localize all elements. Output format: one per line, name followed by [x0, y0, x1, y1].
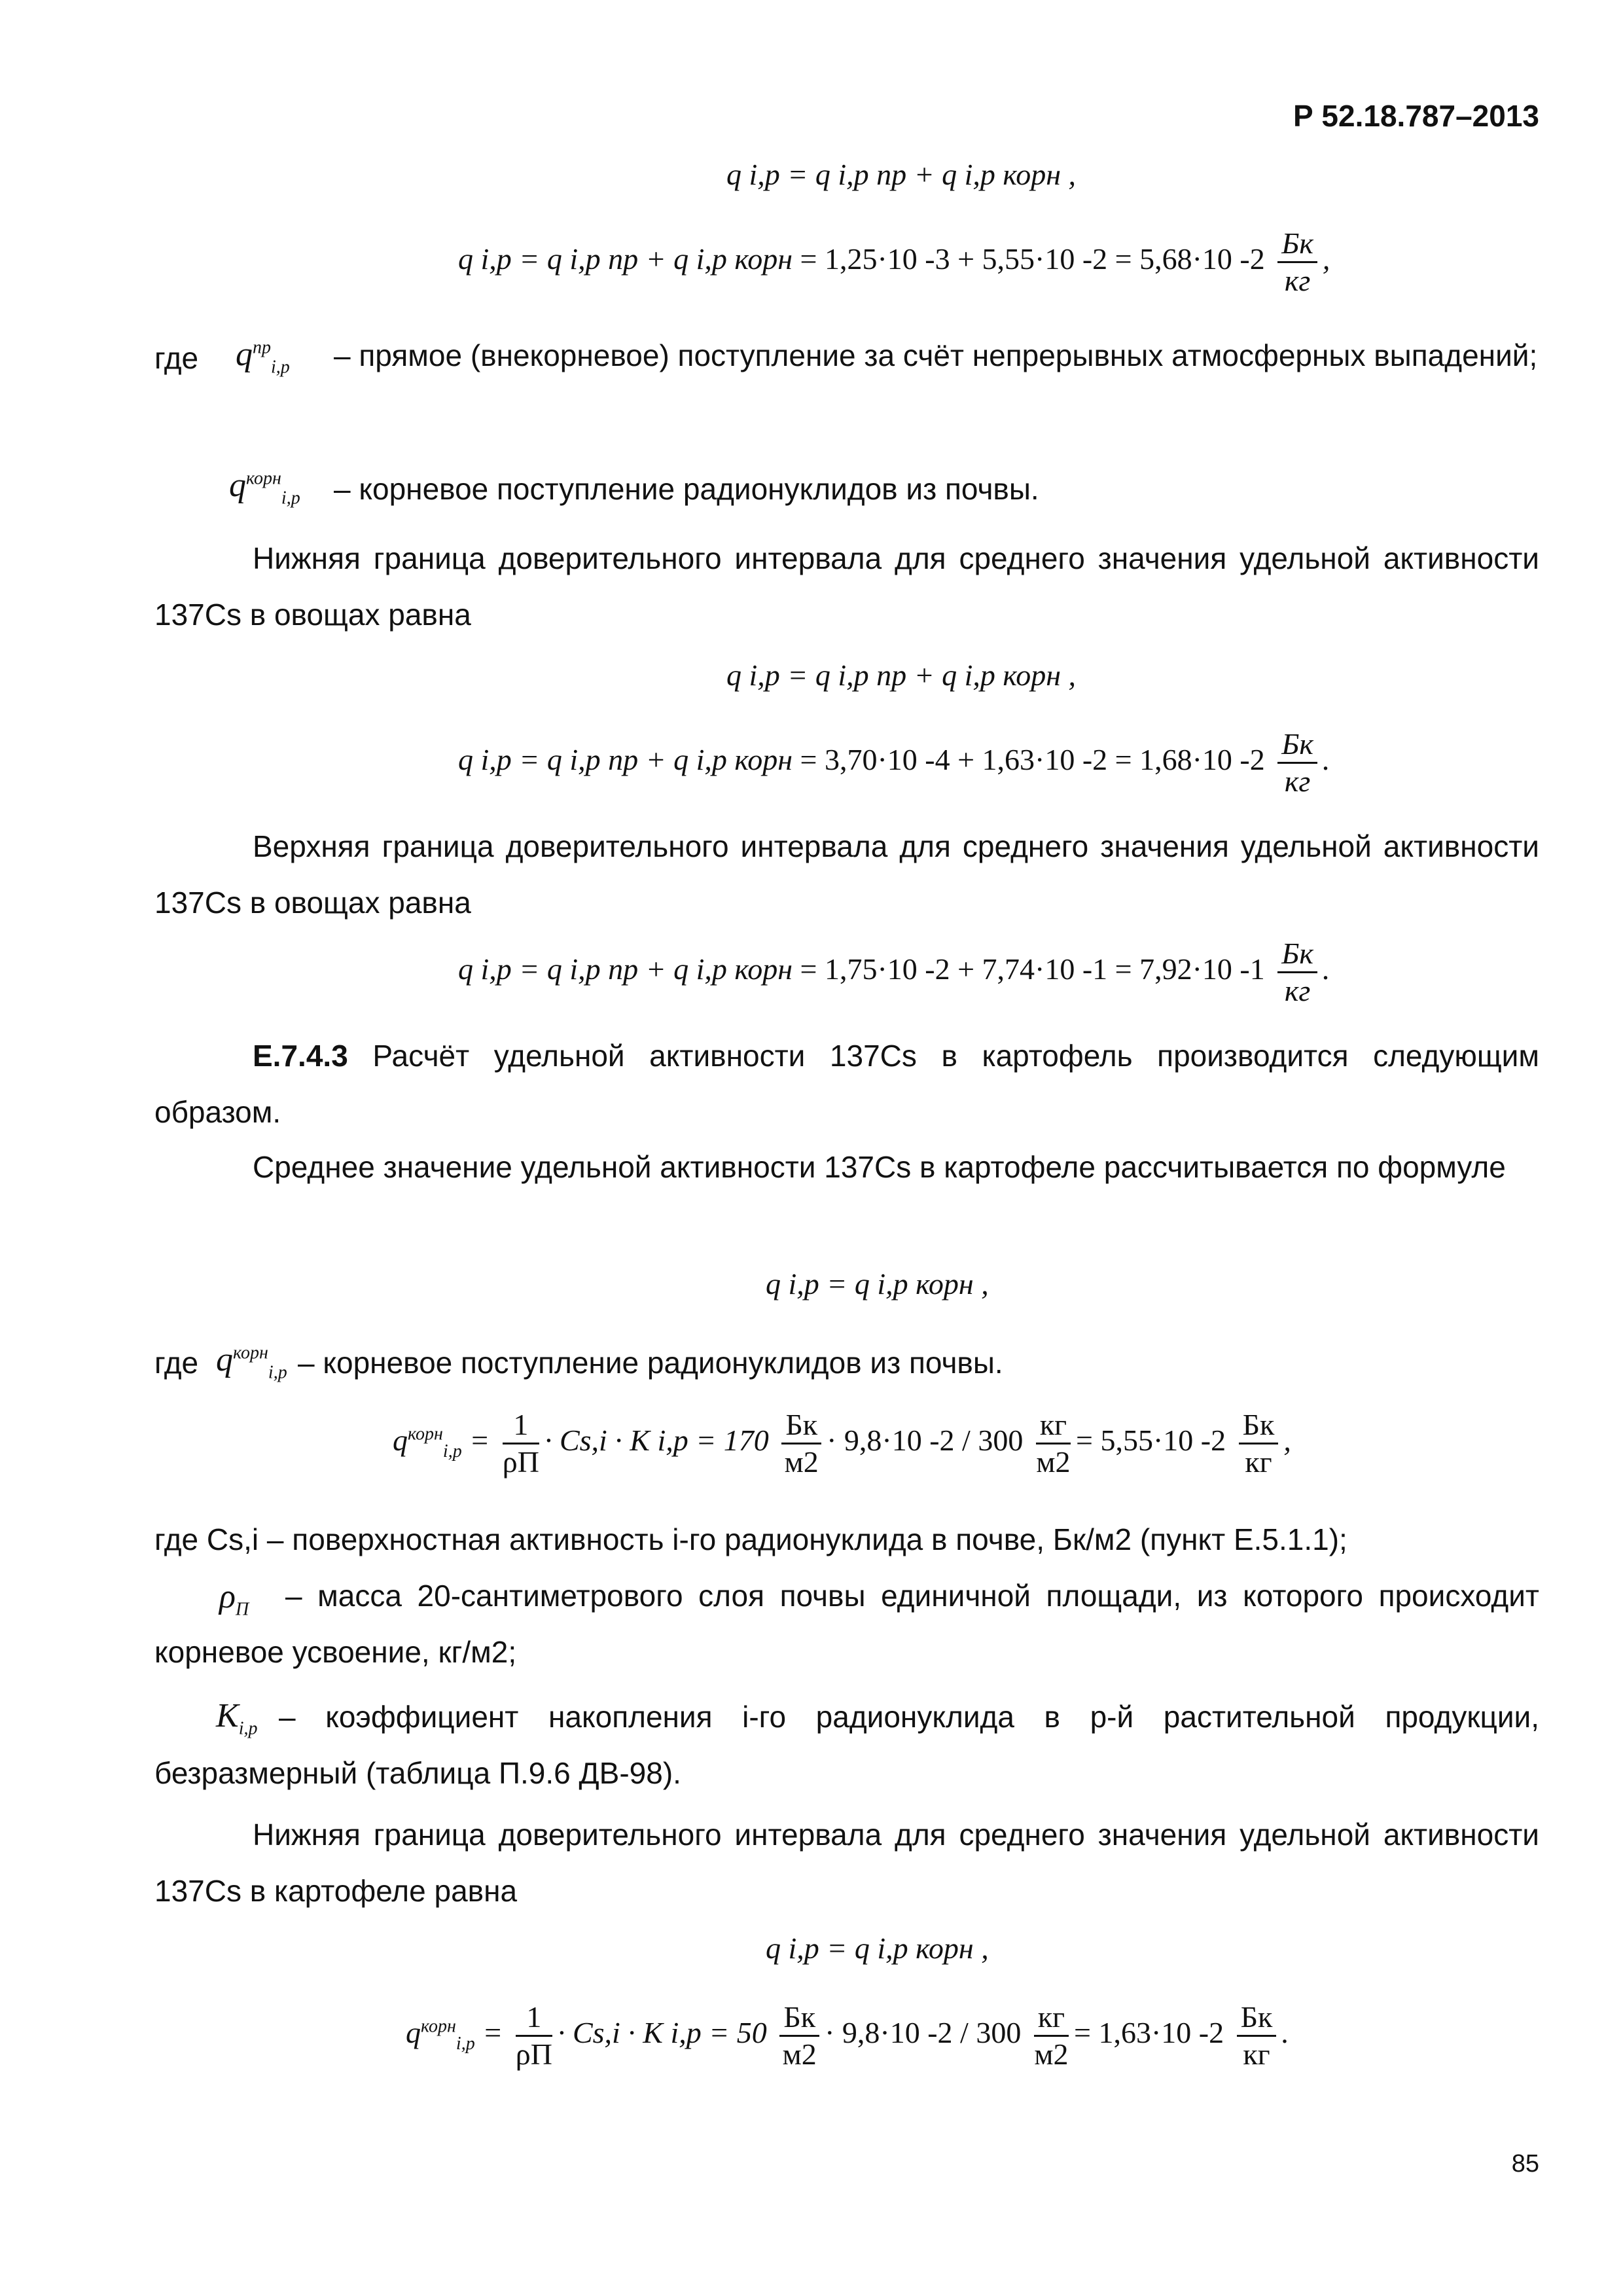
section-e743 [154, 1028, 1539, 1140]
formula-9 [406, 2000, 1289, 2072]
formula-4-unit [1277, 726, 1317, 799]
formula-8: q i,p = q i,p корн , [766, 1931, 989, 1965]
document-code: Р 52.18.787–2013 [1293, 99, 1539, 133]
formula-9-u3-num: Бк [1237, 2000, 1277, 2037]
paragraph-rho: – масса 20-сантиметрового слоя почвы единичной площади, из которого происходит корневое усвоение, кг/м2; [154, 1579, 1539, 1669]
formula-7 [393, 1407, 1291, 1480]
formula-7-u3-num: Бк [1239, 1407, 1279, 1444]
formula-7-mid2: · 9,8·10 -2 / 300 [827, 1424, 1024, 1458]
formula-9-end: . [1281, 2016, 1289, 2050]
formula-7-lhs: $q^{корн}_{i,p}$ = [393, 1424, 490, 1462]
formula-9-res: = 1,63·10 -2 [1074, 2016, 1224, 2050]
formula-6: q i,p = q i,p корн , [766, 1267, 989, 1300]
paragraph-cs: где Cs,i – поверхностная активность i-го радионуклида в почве, Бк/м2 (пункт Е.5.1.1); [154, 1522, 1347, 1556]
page-number: 85 [1511, 2150, 1539, 2178]
section-text: Расчёт удельной активности 137Cs в картофель производится следующим образом. [154, 1039, 1540, 1129]
formula-2-lhs: q i,p = q i,p пр + q i,p корн [458, 242, 793, 276]
formula-9-mid: · Cs,i · K i,p = 50 [557, 2016, 767, 2050]
formula-9-u3-den: кг [1243, 2037, 1270, 2071]
formula-5-unit [1277, 936, 1317, 1009]
formula-1: q i,p = q i,p пр + q i,p корн , [726, 158, 1077, 191]
where-label-2: где [154, 1346, 199, 1380]
formula-9-u2-num: кг [1034, 2000, 1069, 2037]
formula-9-frac-den: ρП [515, 2037, 552, 2071]
formula-5-lhs: q i,p = q i,p пр + q i,p корн [458, 952, 793, 986]
formula-3: q i,p = q i,p пр + q i,p корн , [726, 658, 1077, 692]
formula-9-unit-2 [1034, 2000, 1069, 2072]
formula-5-end: . [1322, 952, 1330, 986]
formula-9-unit-3 [1237, 2000, 1277, 2072]
formula-9-u1-den: м2 [782, 2037, 817, 2071]
formula-7-unit-3 [1239, 1407, 1279, 1480]
paragraph-k: – коэффициент накопления i-го радионуклида в p-й растительной продукции, безразмерный (таблица П.9.6 ДВ-98). [154, 1700, 1539, 1790]
formula-9-u2-den: м2 [1034, 2037, 1069, 2071]
formula-7-unit-1 [781, 1407, 821, 1480]
formula-7-frac [503, 1407, 539, 1480]
symbol-q-korn-2: $q^{корн}_{i,p}$ [216, 1341, 287, 1383]
section-number: Е.7.4.3 [253, 1039, 348, 1073]
formula-7-end: , [1283, 1424, 1291, 1458]
formula-5-unit-den: кг [1284, 974, 1311, 1007]
formula-2 [458, 226, 1330, 298]
symbol-q-korn: $q^{корн}_{i,p}$ [229, 467, 300, 509]
formula-5 [458, 936, 1330, 1009]
formula-9-mid2: · 9,8·10 -2 / 300 [825, 2016, 1022, 2050]
where-label-1: где [154, 341, 199, 375]
symbol-q-pr: $q^{пр}_{i,p}$ [236, 336, 290, 378]
formula-4-lhs: q i,p = q i,p пр + q i,p корн [458, 743, 793, 777]
formula-4-unit-den: кг [1284, 764, 1311, 798]
formula-7-u2-den: м2 [1036, 1445, 1071, 1479]
paragraph-root-1: – корневое поступление радионуклидов из почвы. [334, 472, 1039, 506]
formula-7-u1-num: Бк [781, 1407, 821, 1444]
formula-9-frac [516, 2000, 552, 2072]
formula-2-unit-num: Бк [1277, 226, 1317, 263]
symbol-k: $K_{i,p}$ [216, 1697, 258, 1739]
paragraph-where-1: – прямое (внекорневое) поступление за счёт непрерывных атмосферных выпадений; [334, 338, 1538, 372]
formula-5-calc: = 1,75·10 -2 + 7,74·10 -1 = 7,92·10 -1 [800, 952, 1265, 986]
formula-2-unit-den: кг [1284, 264, 1311, 297]
formula-9-lhs: $q^{корн}_{i,p}$ = [406, 2016, 503, 2054]
formula-7-unit-2 [1036, 1407, 1071, 1480]
paragraph-mean-potato: Среднее значение удельной активности 137Cs в картофеле рассчитывается по формуле [253, 1150, 1506, 1184]
formula-9-u1-num: Бк [779, 2000, 819, 2037]
formula-7-u3-den: кг [1245, 1445, 1272, 1479]
formula-9-frac-num: 1 [516, 2000, 552, 2037]
formula-7-res: = 5,55·10 -2 [1076, 1424, 1226, 1458]
formula-7-mid: · Cs,i · K i,p = 170 [544, 1424, 769, 1458]
paragraph-where-2: – корневое поступление радионуклидов из почвы. [298, 1346, 1003, 1380]
formula-7-frac-num: 1 [503, 1407, 539, 1444]
formula-7-u1-den: м2 [784, 1445, 819, 1479]
formula-2-unit [1277, 226, 1317, 298]
formula-9-unit-1 [779, 2000, 819, 2072]
formula-4 [458, 726, 1330, 799]
formula-2-calc: = 1,25·10 -3 + 5,55·10 -2 = 5,68·10 -2 [800, 242, 1265, 276]
formula-2-end: , [1322, 242, 1330, 276]
formula-7-frac-den: ρП [502, 1445, 539, 1479]
symbol-rho: $\rho_П$ [219, 1578, 249, 1620]
paragraph-lower-potato: Нижняя граница доверительного интервала для среднего значения удельной активности 137Cs в картофеле равна [154, 1818, 1539, 1908]
formula-4-end: . [1322, 743, 1330, 777]
formula-4-unit-num: Бк [1277, 726, 1317, 764]
formula-7-u2-num: кг [1036, 1407, 1071, 1444]
formula-5-unit-num: Бк [1277, 936, 1317, 973]
paragraph-lower-vegetables: Нижняя граница доверительного интервала для среднего значения удельной активности 137Cs в овощах равна [154, 541, 1539, 632]
formula-4-calc: = 3,70·10 -4 + 1,63·10 -2 = 1,68·10 -2 [800, 743, 1265, 777]
paragraph-upper-vegetables: Верхняя граница доверительного интервала для среднего значения удельной активности 137Cs в овощах равна [154, 829, 1539, 920]
